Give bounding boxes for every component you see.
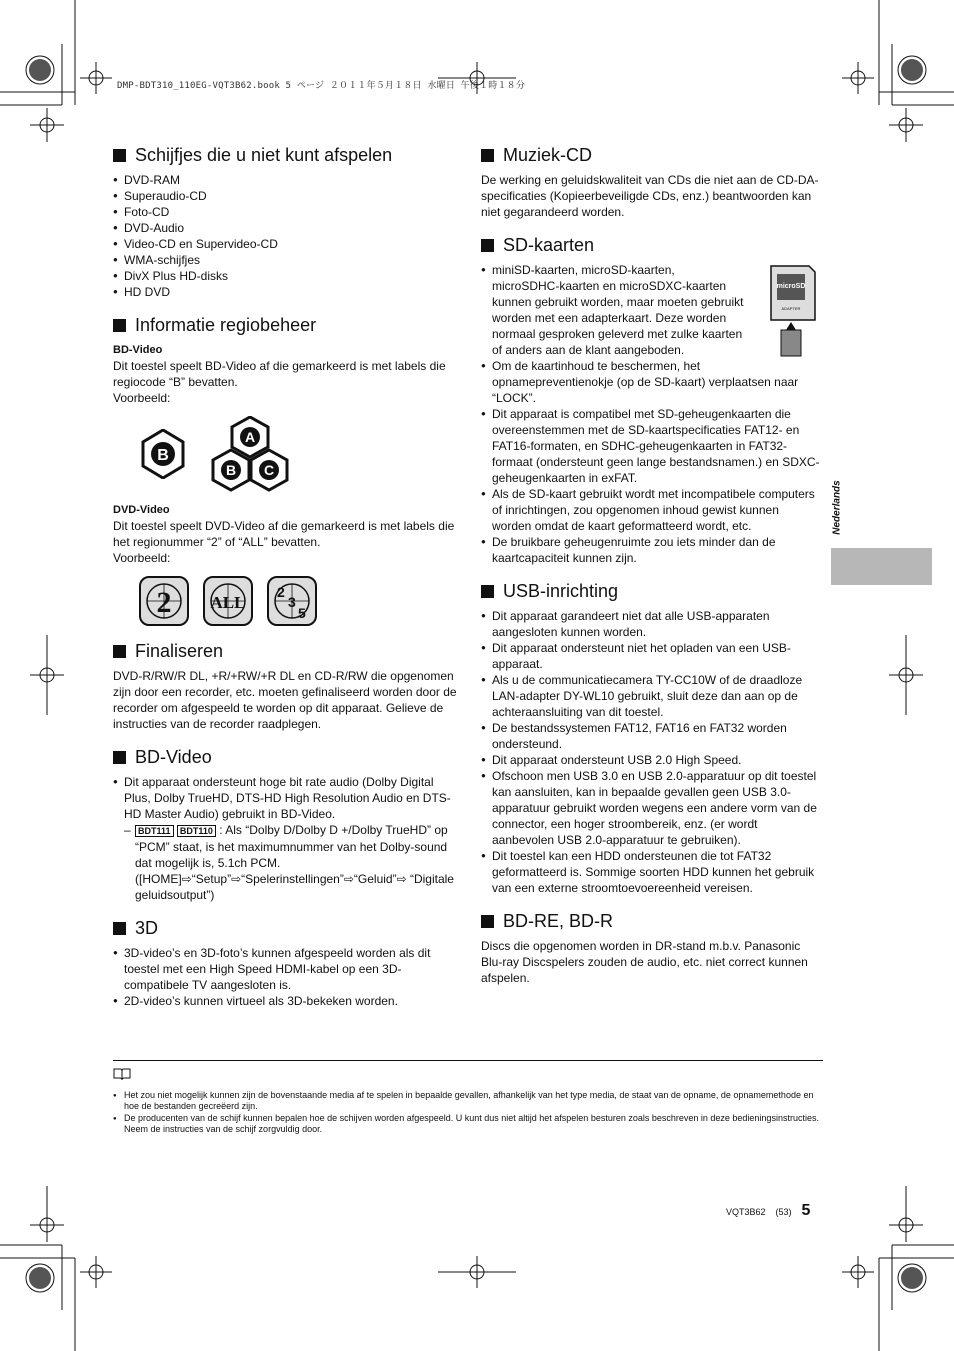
list-item: ● Dit toestel kan een HDD ondersteunen die tot FAT32 geformatteerd is. Sommige soorten HDD kunnen het gebruik van een externe stroomtoevoereenheid vereisen. [481, 848, 821, 896]
section-3d [113, 917, 458, 1009]
section-usb [481, 580, 821, 896]
region-b-icon [141, 429, 185, 479]
square-bullet-icon [113, 319, 126, 332]
region-multi-icon [267, 576, 317, 626]
list-item: ● De bestandssystemen FAT12, FAT16 en FAT32 worden ondersteund. [481, 720, 821, 752]
example-label: Voorbeeld: [113, 551, 171, 565]
svg-text:C: C [263, 462, 275, 478]
svg-text:5: 5 [298, 605, 306, 621]
notes-section [113, 1068, 823, 1136]
model-tag: BDT111 [135, 825, 174, 837]
model-tag: BDT110 [177, 825, 216, 837]
bd-video-text: Dit toestel speelt BD-Video af die gemarkeerd is met labels die regiocode “B” bevatten. [113, 359, 446, 389]
music-cd-text: De werking en geluidskwaliteit van CDs die niet aan de CD-DA-specificaties (Kopieerbeveiligde CDs, enz.) beantwoorden kan niet gegarandeerd worden. [481, 173, 819, 219]
section-bd-video [113, 746, 458, 903]
dvd-video-text: Dit toestel speelt DVD-Video af die gemarkeerd is met labels die het regionummer “2” of “ALL” bevatten. [113, 519, 455, 549]
list-item: ● DivX Plus HD-disks [113, 268, 458, 284]
unplayable-list [113, 172, 458, 300]
note-item: ● Het zou niet mogelijk kunnen zijn de bovenstaande media af te spelen in bepaalde gevallen, afhankelijk van het type media, de staat van de opname, de opnamemethode en hoe de bestanden gecreëerd zijn. [113, 1090, 823, 1113]
list-item: ● Als de SD-kaart gebruikt wordt met incompatibele computers of inrichtingen, zou opgenomen inhoud gewist kunnen worden omdat de kaart geformatteerd wordt, etc. [481, 486, 821, 534]
list-item: ● Superaudio-CD [113, 188, 458, 204]
list-item: ● Dit apparaat ondersteunt USB 2.0 High Speed. [481, 752, 821, 768]
list-item: ● WMA-schijfjes [113, 252, 458, 268]
list-item: ● Ofschoon men USB 3.0 en USB 2.0-apparatuur op dit toestel kan aansluiten, kan in bepaalde gevallen geen USB 3.0-apparatuur gebruikt worden wegens een andere vorm van de connector, een hoger stroombereik, enz. (er wordt aanbevolen USB 2.0-apparatuur te gebruiken). [481, 768, 821, 848]
dvd-region-logos [139, 576, 458, 626]
square-bullet-icon [113, 751, 126, 764]
list-item: ● Als u de communicatiecamera TY-CC10W of de draadloze LAN-adapter DY-WL10 gebruikt, sluit deze dan aan op de achteraansluiting van dit toestel. [481, 672, 821, 720]
section-heading: Muziek-CD [481, 144, 821, 166]
square-bullet-icon [481, 149, 494, 162]
square-bullet-icon [113, 645, 126, 658]
svg-text:2: 2 [156, 586, 172, 619]
right-column [481, 144, 821, 1000]
section-heading: BD-RE, BD-R [481, 910, 821, 932]
dvd-video-label: DVD-Video [113, 504, 170, 516]
square-bullet-icon [481, 915, 494, 928]
finalize-text: DVD-R/RW/R DL, +R/+RW/+R DL en CD-R/RW die opgenomen zijn door een recorder, etc. moeten gefinaliseerd worden door de recorder om afgespeeld te worden op dit apparaat. Gelieve de instructies van de recorder raadplegen. [113, 669, 457, 731]
bd-region-logos [141, 416, 458, 492]
list-item: ● Dit apparaat garandeert niet dat alle USB-apparaten aangesloten kunnen worden. [481, 608, 821, 640]
section-music-cd [481, 144, 821, 220]
section-finalize [113, 640, 458, 732]
square-bullet-icon [481, 239, 494, 252]
svg-text:A: A [244, 429, 256, 445]
section-heading: BD-Video [113, 746, 458, 768]
sub-page: (53) [775, 1207, 792, 1217]
list-item: ● miniSD-kaarten, microSD-kaarten, microSDHC-kaarten en microSDXC-kaarten kunnen gebruikt worden, maar moeten gebruikt worden met een adapterkaart. Deze worden normaal gesproken geleverd met zulke kaarten of anders aan de klant aangeboden. [481, 262, 821, 358]
side-language-label: Nederlands [831, 480, 843, 535]
square-bullet-icon [113, 922, 126, 935]
list-item: ● DVD-RAM [113, 172, 458, 188]
section-heading: Informatie regiobeheer [113, 314, 458, 336]
region-all-icon [203, 576, 253, 626]
section-heading: Finaliseren [113, 640, 458, 662]
language-tab [831, 548, 932, 585]
section-unplayable-discs [113, 144, 458, 300]
list-item: ● De bruikbare geheugenruimte zou iets minder dan de kaartcapaciteit kunnen zijn. [481, 534, 821, 566]
bd-video-label: BD-Video [113, 344, 163, 356]
page-number: 5 [801, 1202, 811, 1219]
example-label: Voorbeeld: [113, 391, 171, 405]
region-2-icon [139, 576, 189, 626]
region-abc-icon [211, 416, 289, 492]
svg-text:B: B [225, 462, 237, 478]
list-item: ● 2D-video’s kunnen virtueel als 3D-bekeken worden. [113, 993, 458, 1009]
print-header: DMP-BDT310_110EG-VQT3B62.book 5 ページ ２０１１年５月１８日 水曜日 午後１時１８分 [117, 81, 526, 91]
list-item: ● 3D-video’s en 3D-foto’s kunnen afgespeeld worden als dit toestel met een High Speed HDMI-kabel op een 3D-compatibele TV aangesloten is. [113, 945, 458, 993]
svg-text:B: B [157, 447, 169, 464]
note-item: ● De producenten van de schijf kunnen bepalen hoe de schijven worden afgespeeld. U kunt dus niet altijd het afspelen besturen zoals beschreven in deze bedieningsinstructies. Neem de instructies van de schijf zorgvuldig door. [113, 1113, 823, 1136]
bd-re-text: Discs die opgenomen worden in DR-stand m.b.v. Panasonic Blu-ray Discspelers zouden de audio, etc. niet correct kunnen afspelen. [481, 939, 808, 985]
list-item: ● Dit apparaat is compatibel met SD-geheugenkaarten die overeenstemmen met de SD-kaartspecificaties FAT12- en FAT16-formaten, en SDHC-geheugenkaarten in FAT32-formaat (ondersteunt geen lange bestandsnamen.) en SDXC-geheugenkaarten in exFAT. [481, 406, 821, 486]
left-column [113, 144, 458, 1023]
section-heading: 3D [113, 917, 458, 939]
svg-text:ADAPTER: ADAPTER [781, 306, 801, 311]
section-sd-cards [481, 234, 821, 566]
section-heading: SD-kaarten [481, 234, 821, 256]
list-item: ● Video-CD en Supervideo-CD [113, 236, 458, 252]
list-item: ● HD DVD [113, 284, 458, 300]
list-item: ● Foto-CD [113, 204, 458, 220]
square-bullet-icon [481, 585, 494, 598]
svg-text:2: 2 [277, 584, 285, 600]
book-icon [113, 1068, 131, 1080]
section-bd-re [481, 910, 821, 986]
section-heading: Schijfjes die u niet kunt afspelen [113, 144, 458, 166]
svg-text:microSD: microSD [776, 283, 806, 290]
list-item: ● Om de kaartinhoud te beschermen, het opnamepreventienokje (op de SD-kaart) verplaatsen naar “LOCK”. [481, 358, 821, 406]
list-item: ● DVD-Audio [113, 220, 458, 236]
doc-code: VQT3B62 [726, 1207, 766, 1217]
page-footer [726, 1202, 810, 1220]
list-item: ● Dit apparaat ondersteunt hoge bit rate audio (Dolby Digital Plus, Dolby TrueHD, DTS-HD High Resolution Audio en DTS-HD Master Audio) gebruikt in BD-Video. [113, 774, 458, 822]
svg-text:ALL: ALL [210, 593, 246, 612]
list-item: ● Dit apparaat ondersteunt niet het opladen van een USB-apparaat. [481, 640, 821, 672]
svg-text:3: 3 [288, 594, 296, 610]
bdt-note: – BDT111 BDT110 : Als “Dolby D/Dolby D +/Dolby TrueHD” op “PCM” staat, is het maximumnummer van het Dolby-sound dat mogelijk is, 5.1ch PCM. ([HOME]⇨“Setup”⇨“Spelerinstellingen”⇨“Geluid”⇨ “Digitale geluidsoutput”) [113, 822, 458, 903]
square-bullet-icon [113, 149, 126, 162]
section-region-info [113, 314, 458, 626]
section-heading: USB-inrichting [481, 580, 821, 602]
notes-divider [113, 1060, 823, 1061]
